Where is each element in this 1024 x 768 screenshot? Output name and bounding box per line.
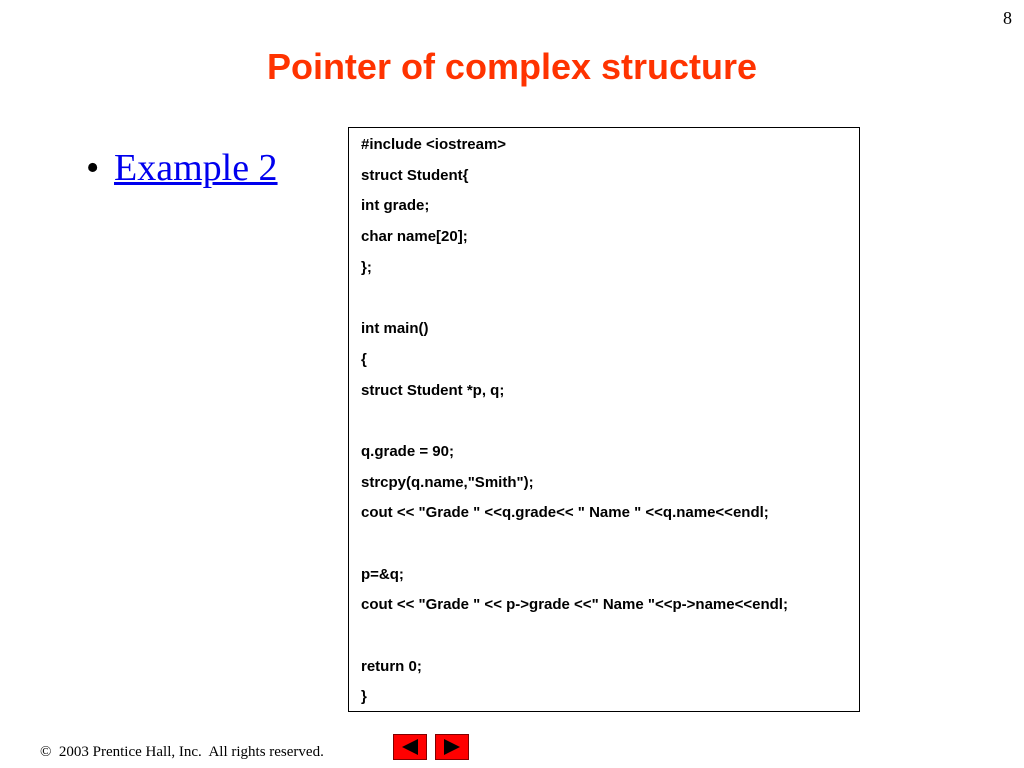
slide-title: Pointer of complex structure	[266, 46, 758, 87]
code-line: return 0;	[361, 657, 422, 675]
code-line: int grade;	[361, 197, 430, 215]
code-line: {	[361, 350, 367, 368]
code-line: struct Student *p, q;	[361, 381, 505, 399]
triangle-left-icon	[394, 735, 426, 759]
code-line-blank	[361, 288, 859, 319]
code-line-blank	[361, 534, 859, 565]
code-line-blank	[361, 626, 859, 657]
bullet-item	[86, 146, 278, 190]
code-line: p=&q;	[361, 565, 404, 583]
code-line: int main()	[361, 320, 429, 338]
example-2-link[interactable]: Example 2	[114, 147, 278, 189]
code-line: strcpy(q.name,"Smith");	[361, 473, 534, 491]
code-line: };	[361, 258, 372, 276]
page-number: 8	[1003, 8, 1012, 28]
code-listing-box	[348, 127, 860, 712]
code-line-blank	[361, 411, 859, 442]
code-line: cout << "Grade " <<q.grade<< " Name " <<q.name<<endl;	[361, 504, 769, 522]
code-line: char name[20];	[361, 228, 468, 246]
code-line: #include <iostream>	[361, 136, 507, 153]
code-line: struct Student{	[361, 166, 469, 184]
bullet-marker: •	[86, 147, 100, 189]
next-slide-button[interactable]	[435, 734, 469, 760]
triangle-right-icon	[436, 735, 468, 759]
previous-slide-button[interactable]	[393, 734, 427, 760]
copyright-footer: © 2003 Prentice Hall, Inc. All rights reserved.	[40, 744, 324, 760]
code-line: q.grade = 90;	[361, 442, 454, 460]
code-line: cout << "Grade " << p->grade <<" Name "<<p->name<<endl;	[361, 596, 788, 614]
code-line: }	[361, 688, 367, 706]
